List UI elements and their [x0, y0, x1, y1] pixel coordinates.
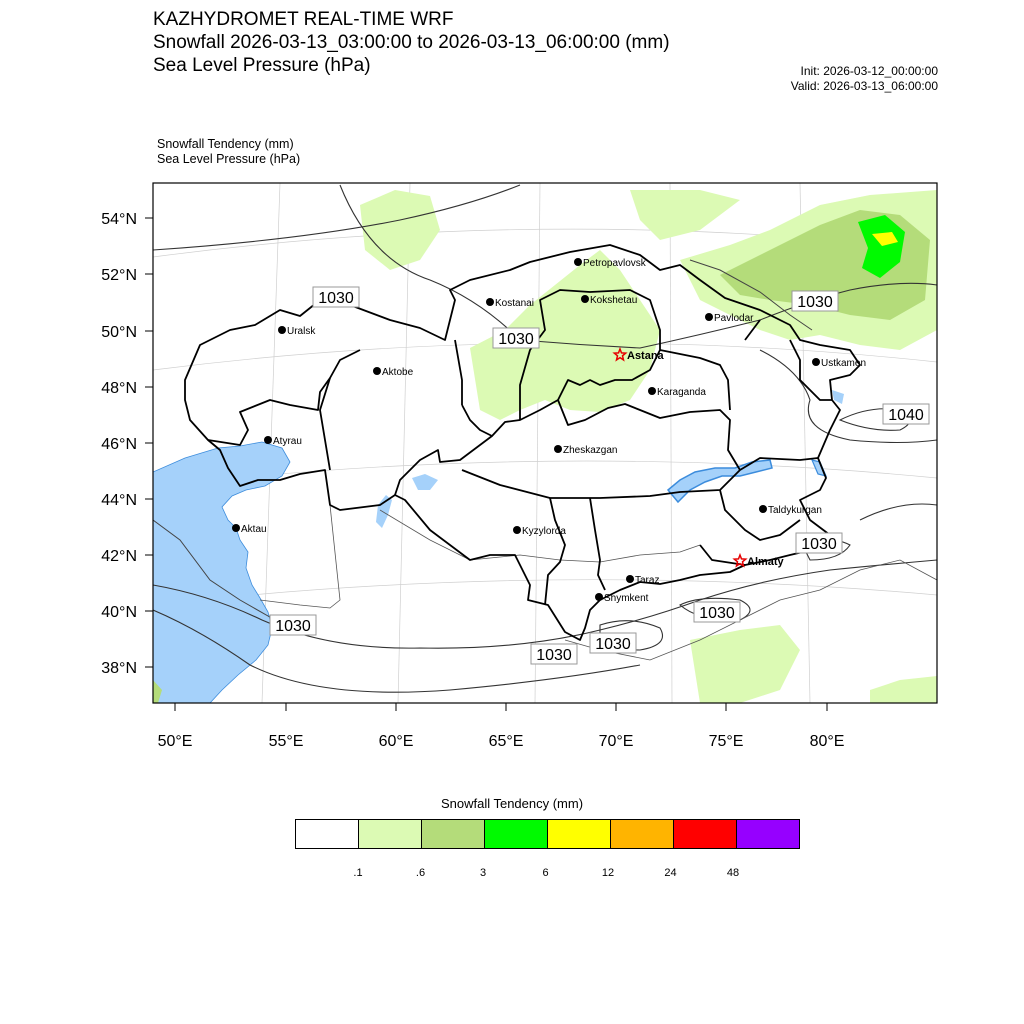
- lon-label: 65°E: [488, 733, 524, 750]
- city-label: Zheskazgan: [563, 445, 618, 456]
- city-petropavlovsk: [574, 258, 647, 269]
- colorbar-tick-label: 12: [601, 867, 615, 879]
- isobar-label: [796, 533, 842, 553]
- colorbar-swatch: [422, 820, 485, 848]
- lat-label: 48°N: [101, 380, 137, 397]
- colorbar-swatch: [548, 820, 611, 848]
- city-dot-icon: [486, 298, 494, 306]
- lon-label: 60°E: [378, 733, 414, 750]
- city-dot-icon: [554, 445, 562, 453]
- svg-text:1030: 1030: [498, 331, 534, 348]
- isobar-label: [531, 644, 577, 664]
- colorbar-tick-label: 3: [479, 867, 487, 879]
- lat-label: 44°N: [101, 492, 137, 509]
- field-snowfall: Snowfall Tendency (mm): [157, 137, 294, 151]
- city-dot-icon: [264, 436, 272, 444]
- lat-label: 42°N: [101, 548, 137, 565]
- lat-label: 38°N: [101, 660, 137, 677]
- lat-label: 50°N: [101, 324, 137, 341]
- city-label: Almaty: [747, 556, 784, 568]
- svg-text:1030: 1030: [595, 636, 631, 653]
- lat-label: 52°N: [101, 267, 137, 284]
- svg-text:1030: 1030: [699, 605, 735, 622]
- city-dot-icon: [232, 524, 240, 532]
- city-karaganda: [648, 387, 706, 398]
- city-dot-icon: [373, 367, 381, 375]
- lat-label: 46°N: [101, 436, 137, 453]
- latitude-labels: [101, 211, 137, 677]
- svg-text:1030: 1030: [536, 647, 572, 664]
- city-label: Taraz: [635, 575, 660, 586]
- isobar-label: [590, 633, 636, 653]
- colorbar-swatch: [359, 820, 422, 848]
- colorbar-tick-label: .6: [415, 867, 426, 879]
- city-zheskazgan: [554, 445, 617, 456]
- colorbar-swatch: [674, 820, 737, 848]
- city-dot-icon: [648, 387, 656, 395]
- svg-text:1030: 1030: [801, 536, 837, 553]
- title-line-3: Sea Level Pressure (hPa): [153, 55, 371, 76]
- city-label: Taldykurgan: [768, 505, 822, 516]
- lon-label: 80°E: [809, 733, 845, 750]
- city-ustkamen: [812, 358, 866, 369]
- city-taldykurgan: [759, 505, 822, 516]
- city-dot-icon: [705, 313, 713, 321]
- city-dot-icon: [812, 358, 820, 366]
- city-label: Atyrau: [273, 436, 302, 447]
- city-label: Petropavlovsk: [583, 258, 646, 269]
- city-label: Uralsk: [287, 326, 316, 337]
- lon-label: 70°E: [598, 733, 634, 750]
- lat-label: 40°N: [101, 604, 137, 621]
- colorbar-swatch: [611, 820, 674, 848]
- city-label: Ustkamen: [821, 358, 867, 369]
- colorbar-tick-label: .1: [353, 867, 363, 879]
- city-dot-icon: [278, 326, 286, 334]
- city-shymkent: [595, 593, 649, 604]
- city-dot-icon: [574, 258, 582, 266]
- colorbar-swatch: [737, 820, 799, 848]
- city-dot-icon: [513, 526, 521, 534]
- city-dot-icon: [626, 575, 634, 583]
- city-label: Kyzylorda: [522, 526, 566, 537]
- lon-label: 55°E: [268, 733, 304, 750]
- colorbar: [295, 819, 800, 849]
- colorbar-tick-label: 24: [664, 867, 677, 879]
- city-label: Kostanai: [495, 298, 534, 309]
- lon-label: 75°E: [708, 733, 744, 750]
- svg-text:1030: 1030: [797, 294, 833, 311]
- init-time: Init: 2026-03-12_00:00:00: [800, 64, 938, 78]
- city-label: Aktobe: [382, 367, 414, 378]
- city-label: Astana: [627, 350, 664, 362]
- valid-time: Valid: 2026-03-13_06:00:00: [790, 79, 938, 93]
- isobar-label: [792, 291, 838, 311]
- city-dot-icon: [759, 505, 767, 513]
- isobar-label: [694, 602, 740, 622]
- lat-label: 54°N: [101, 211, 137, 228]
- city-kokshetau: [581, 295, 637, 306]
- lon-label: 50°E: [157, 733, 193, 750]
- colorbar-title: Snowfall Tendency (mm): [440, 796, 584, 811]
- colorbar-swatch: [296, 820, 359, 848]
- svg-text:1030: 1030: [318, 290, 354, 307]
- field-slp: Sea Level Pressure (hPa): [157, 152, 301, 166]
- city-label: Karaganda: [657, 387, 706, 398]
- title-line-1: KAZHYDROMET REAL-TIME WRF: [153, 9, 454, 30]
- colorbar-ticks: [0, 867, 1024, 883]
- city-label: Aktau: [241, 524, 267, 535]
- title-line-2: Snowfall 2026-03-13_03:00:00 to 2026-03-13_06:00:00 (mm): [153, 32, 670, 53]
- isobar-label: [493, 328, 539, 348]
- isobar-label: [313, 287, 359, 307]
- longitude-labels: [158, 733, 845, 750]
- svg-text:1030: 1030: [275, 618, 311, 635]
- colorbar-tick-label: 48: [726, 867, 740, 879]
- city-label: Kokshetau: [590, 295, 638, 306]
- isobar-label: [883, 404, 929, 424]
- colorbar-swatch: [485, 820, 548, 848]
- city-dot-icon: [581, 295, 589, 303]
- city-dot-icon: [595, 593, 603, 601]
- city-label: Pavlodar: [714, 313, 754, 324]
- svg-text:1040: 1040: [888, 407, 924, 424]
- city-label: Shymkent: [604, 593, 649, 604]
- colorbar-tick-label: 6: [542, 867, 549, 879]
- isobar-label: [270, 615, 316, 635]
